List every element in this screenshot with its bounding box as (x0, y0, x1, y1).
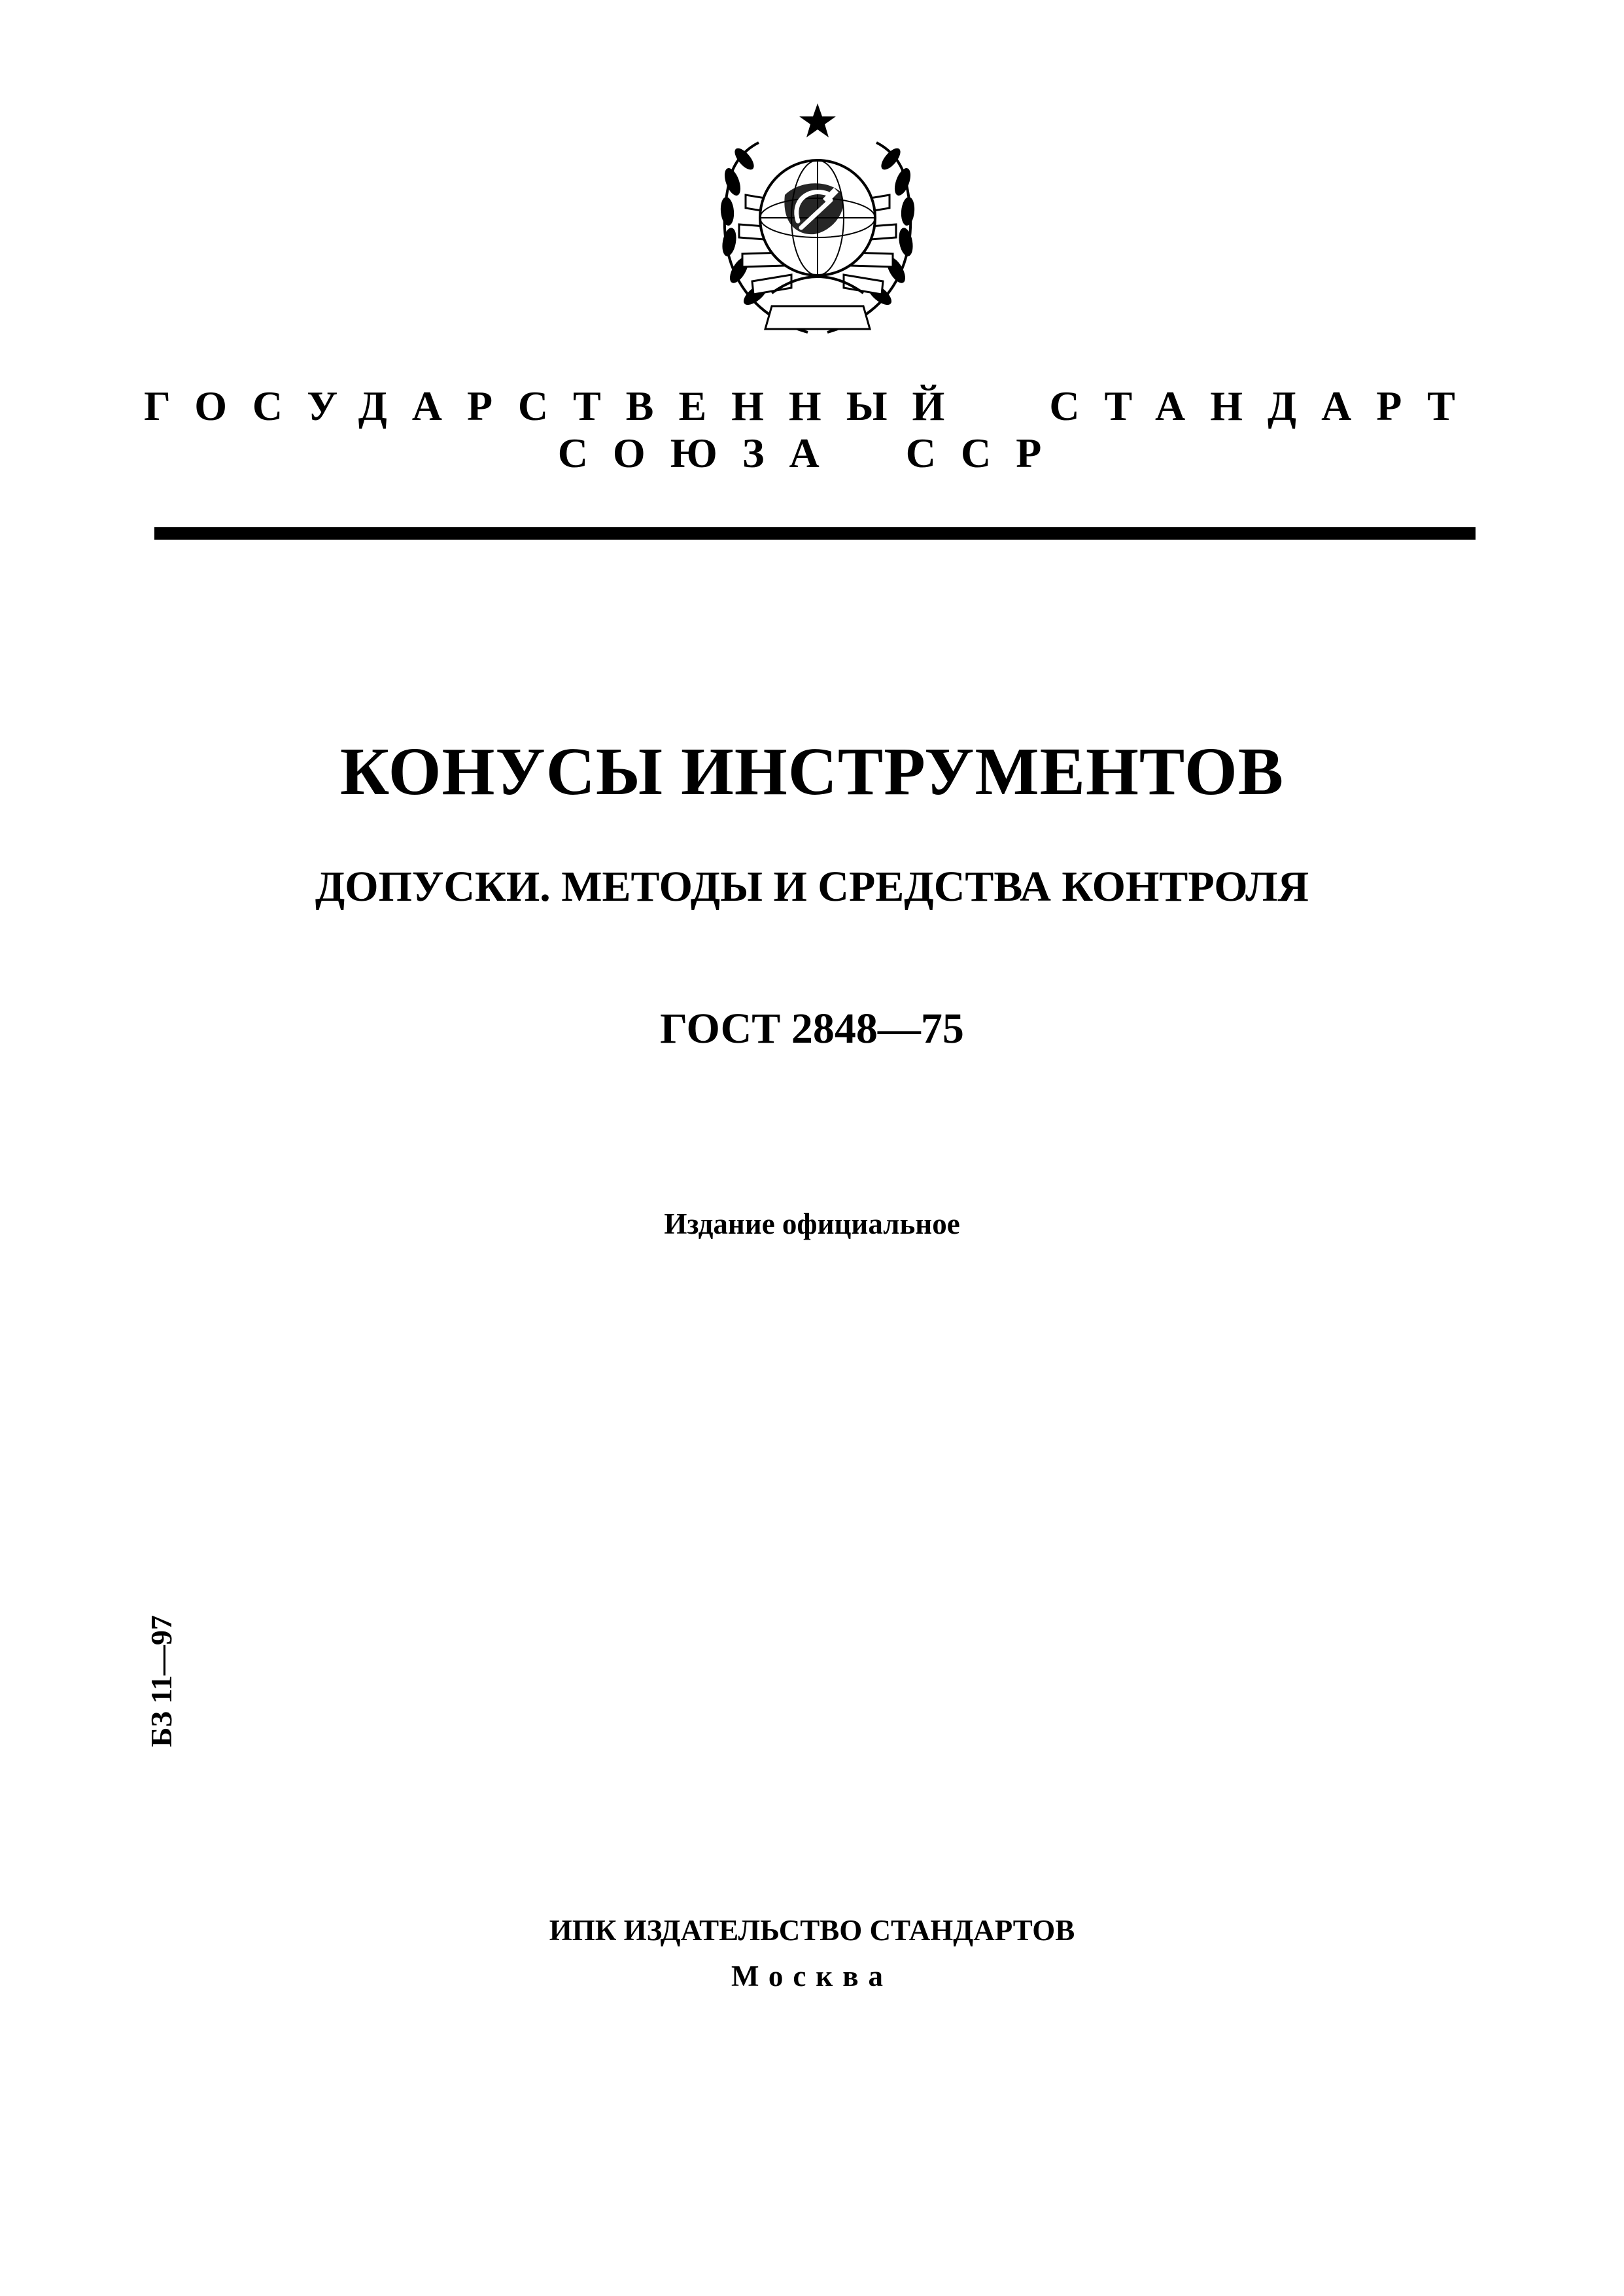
standard-number: ГОСТ 2848—75 (660, 1005, 964, 1052)
side-stamp: БЗ 11—97 (145, 1615, 178, 1747)
header-divider (154, 527, 1476, 540)
edition-label: Издание официальное (664, 1208, 960, 1240)
ussr-state-emblem-icon (693, 97, 942, 365)
publisher-city: Москва (731, 1960, 893, 1992)
document-title: КОНУСЫ ИНСТРУМЕНТОВ (339, 734, 1285, 809)
state-standard-heading: ГОСУДАРСТВЕННЫЙ СТАНДАРТ (144, 383, 1480, 429)
ussr-union-heading: СОЮЗА ССР (557, 430, 1067, 476)
document-subtitle: ДОПУСКИ. МЕТОДЫ И СРЕДСТВА КОНТРОЛЯ (315, 863, 1309, 911)
publisher-name: ИПК ИЗДАТЕЛЬСТВО СТАНДАРТОВ (549, 1914, 1075, 1947)
